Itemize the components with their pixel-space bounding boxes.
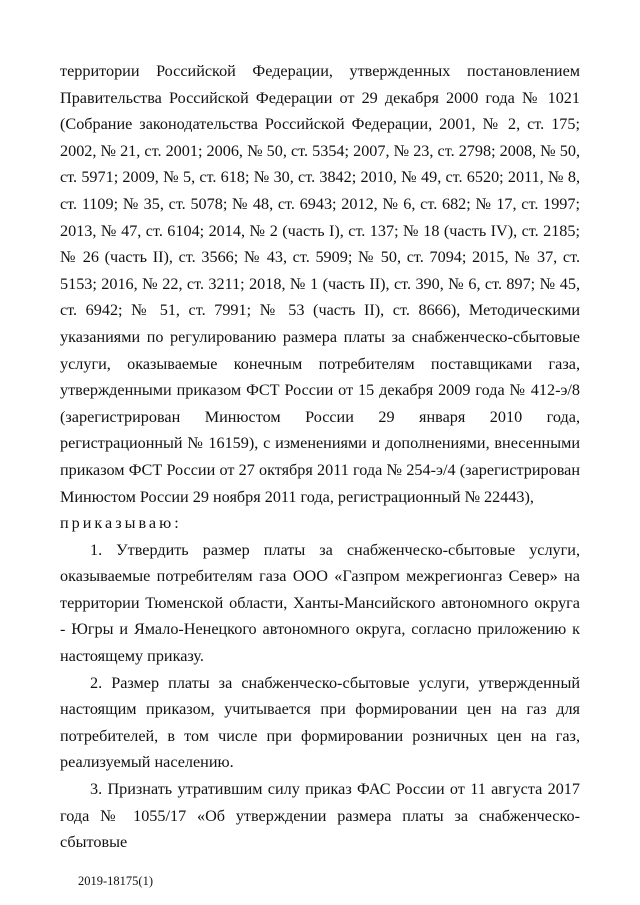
document-body (60, 58, 580, 856)
paragraph-item-2: 2. Размер платы за снабженческо-сбытовые услуги, утвержденный настоящим приказом, учитывается при формировании цен на газ для потребителей, в том числе при формировании розничных цен на газ, реализуемый населению. (60, 673, 580, 772)
paragraph-item-3: 3. Признать утратившим силу приказ ФАС России от 11 августа 2017 года № 1055/17 «Об утверждении размера платы за снабженческо-сбытовые (60, 780, 580, 852)
paragraph-item-1: 1. Утвердить размер платы за снабженческо-сбытовые услуги, оказываемые потребителям газа ООО «Газпром межрегионгаз Север» на территории Тюменской области, Ханты-Мансийского автономного округа - Югры и Ямало-Ненецкого автономного округа, согласно приложению к настоящему приказу. (60, 540, 580, 666)
footer-document-code: 2019-18175(1) (78, 874, 153, 888)
paragraph-legal-references: территории Российской Федерации, утвержденных постановлением Правительства Российской Федерации от 29 декабря 2000 года № 1021 (Собрание законодательства Российской Федерации, 2001, № 2, ст. 175; 2002, № 21, ст. 2001; 2006, № 50, ст. 5354; 2007, № 23, ст. 2798; 2008, № 50, ст. 5971; 2009, № 5, ст. 618; № 30, ст. 3842; 2010, № 49, ст. 6520; 2011, № 8, ст. 1109; № 35, ст. 5078; № 48, ст. 6943; 2012, № 6, ст. 682; № 17, ст. 1997; 2013, № 47, ст. 6104; 2014, № 2 (часть I), ст. 137; № 18 (часть IV), ст. 2185; № 26 (часть II), ст. 3566; № 43, ст. 5909; № 50, ст. 7094; 2015, № 37, ст. 5153; 2016, № 22, ст. 3211; 2018, № 1 (часть II), ст. 390, № 6, ст. 897; № 45, ст. 6942; № 51, ст. 7991; № 53 (часть II), ст. 8666), Методическими указаниями по регулированию размера платы за снабженческо-сбытовые услуги, оказываемые конечным потребителям поставщиками газа, утвержденными приказом ФСТ России от 15 декабря 2009 года № 412-э/8 (зарегистрирован Минюстом России 29 января 2010 года, регистрационный № 16159), с изменениями и дополнениями, внесенными приказом ФСТ России от 27 октября 2011 года № 254-э/4 (зарегистрирован Минюстом России 29 ноября 2011 года, регистрационный № 22443), (60, 62, 580, 506)
paragraph-order-word: приказываю: (60, 514, 182, 533)
